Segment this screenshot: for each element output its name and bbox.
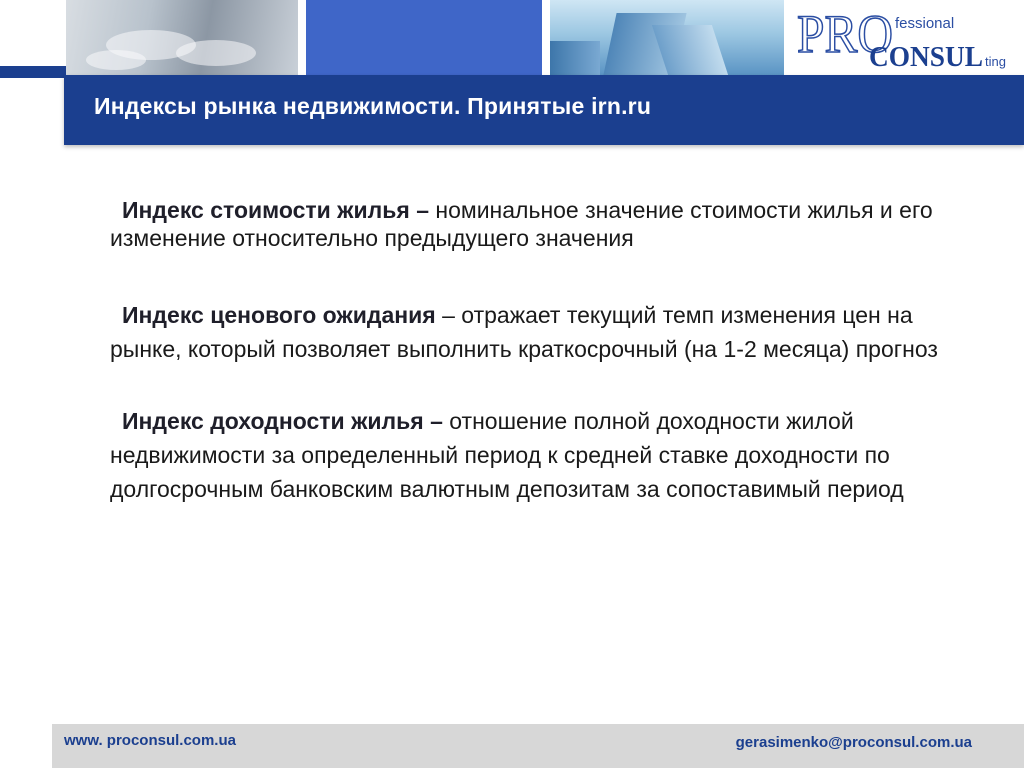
term-housing-yield-index: Индекс доходности жилья – [122,408,443,434]
paragraph-price-expectation-index [110,298,980,366]
paragraph-housing-cost-index [110,196,980,252]
header-photo-keyboard [66,0,298,75]
footer-bar [52,724,1024,768]
logo-pro: PRO [797,4,893,64]
title-bar [64,75,1024,145]
term-price-expectation-index: Индекс ценового ожидания [122,302,436,328]
logo-graphic [791,0,1024,75]
paragraph-housing-yield-index [110,404,980,506]
header-accent-strip [0,66,66,78]
email-link[interactable]: gerasimenko@proconsul.com.ua [735,734,972,751]
header-photo-city [550,0,784,75]
logo-ting: ting [985,54,1006,69]
page-title: Индексы рынка недвижимости. Принятые irn.ru [94,93,652,119]
proconsulting-logo [788,0,1024,75]
logo-fessional: fessional [895,15,955,32]
definition-housing-yield-index: отношение полной доходности жилой недвижимости за определенный период к средней ставке доходности по долгосрочным банковским валютным депозитам за сопоставимый период [110,408,904,502]
website-link[interactable]: www. proconsul.com.ua [64,732,236,749]
logo-consul: CONSUL [869,42,983,73]
header-photo-blue [306,0,542,75]
term-housing-cost-index: Индекс стоимости жилья – [122,197,429,223]
definition-housing-cost-index: номинальное значение стоимости жилья и его изменение относительно предыдущего значения [110,197,933,251]
content-area [110,196,980,506]
definition-price-expectation-index: – отражает текущий темп изменения цен на рынке, который позволяет выполнить краткосрочный (на 1-2 месяца) прогноз [110,302,938,362]
